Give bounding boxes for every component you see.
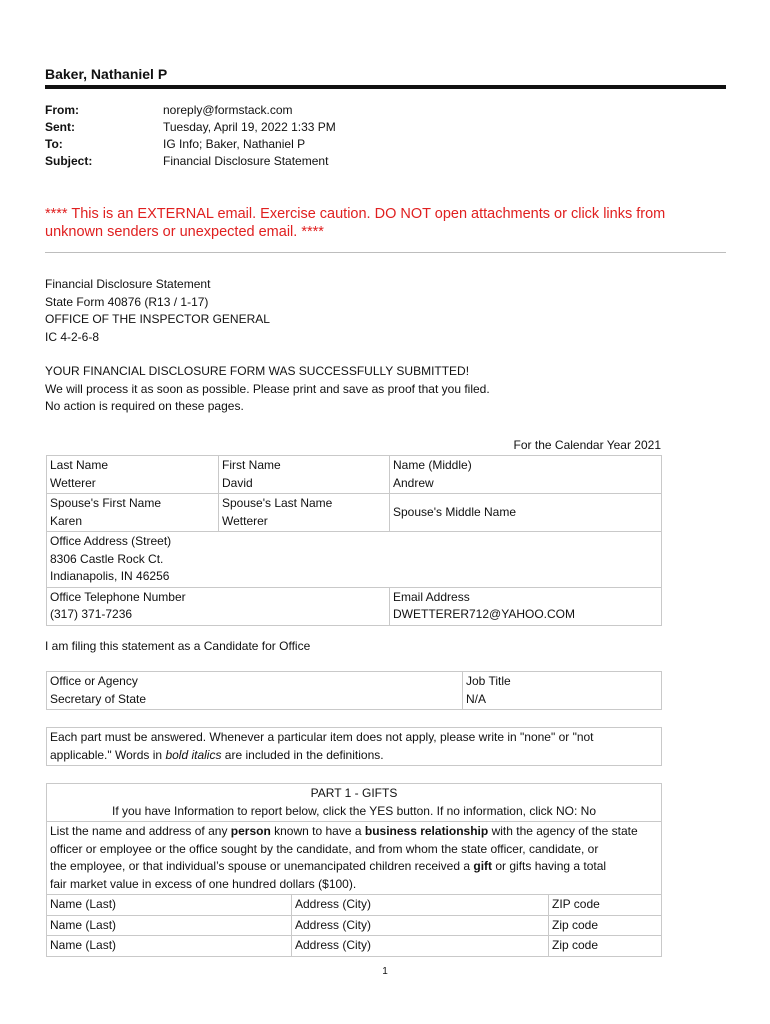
gift-address: Address (City): [292, 895, 549, 916]
warning-line-1: **** This is an EXTERNAL email. Exercise caution. DO NOT open attachments or click links from: [45, 206, 666, 222]
phone-label: Office Telephone Number: [50, 589, 186, 604]
filing-statement: I am filing this statement as a Candidate for Office: [45, 639, 311, 653]
gifts-heading: PART 1 - GIFTS: [310, 786, 398, 800]
last-name-label: Last Name: [50, 458, 109, 472]
intro-line-2: State Form 40876 (R13 / 1-17): [45, 294, 209, 309]
to-label: To:: [45, 137, 63, 151]
from-label: From:: [45, 103, 79, 117]
page-number: 1: [382, 966, 388, 977]
term-gift: gift: [473, 859, 493, 873]
first-name-cell: [219, 456, 390, 494]
confirmation-line-3: No action is required on these pages.: [45, 399, 244, 413]
table-row: [47, 915, 662, 936]
gifts-description-cell: List the name and address of any person known to have a business relationship with the agency of the state officer or employee or the office sought by the candidate, and from whom the state officer, candidate, or the employee, or that individual’s spouse or unemancipated children received a gift or gifts having a total fair market value in excess of one hundred dollars ($100).: [47, 822, 662, 895]
email-header-labels: [45, 102, 92, 170]
spouse-first-cell: [47, 494, 219, 532]
subject-value: Financial Disclosure Statement: [163, 154, 329, 168]
intro-line-4: IC 4-2-6-8: [45, 329, 100, 344]
instructions-line-2: applicable." Words in bold italics are included in the definitions.: [50, 747, 384, 762]
bold-italics-term: bold italics: [165, 747, 222, 762]
email-sender-title: Baker, Nathaniel P: [45, 66, 168, 82]
term-business-relationship: business relationship: [364, 824, 489, 838]
intro-line-1: Financial Disclosure Statement: [45, 277, 211, 291]
sent-label: Sent:: [45, 120, 75, 134]
gifts-heading-cell: [47, 784, 662, 822]
form-intro: [45, 276, 270, 346]
last-name-cell: [47, 456, 219, 494]
office-address-line-2: Indianapolis, IN 46256: [50, 569, 170, 583]
office-address-cell: [47, 532, 662, 588]
header-rule: [45, 85, 726, 89]
gift-address: Address (City): [292, 915, 549, 936]
gifts-subheading: If you have Information to report below, click the YES button. If no information, click NO: No: [111, 803, 596, 818]
agency-cell: [47, 672, 463, 710]
email-value[interactable]: DWETTERER712@YAHOO.COM: [393, 607, 575, 621]
intro-line-3: OFFICE OF THE INSPECTOR GENERAL: [45, 312, 270, 326]
middle-name-cell: [390, 456, 662, 494]
gift-zip: ZIP code: [549, 895, 662, 916]
email-label: Email Address: [393, 589, 470, 604]
spouse-first-label: Spouse's First Name: [50, 496, 161, 510]
calendar-year: For the Calendar Year 2021: [513, 438, 661, 452]
gift-address: Address (City): [292, 936, 549, 957]
external-warning: [45, 205, 725, 241]
from-value[interactable]: noreply@formstack.com: [163, 103, 293, 117]
submission-confirmation: [45, 363, 490, 416]
gift-zip: Zip code: [549, 915, 662, 936]
email-header-values: [163, 102, 336, 170]
first-name-value: David: [222, 475, 253, 490]
spouse-middle-cell: [390, 494, 662, 532]
spouse-last-value: Wetterer: [222, 513, 268, 528]
agency-label: Office or Agency: [50, 674, 138, 688]
phone-cell: [47, 587, 390, 625]
confirmation-line-1: YOUR FINANCIAL DISCLOSURE FORM WAS SUCCESSFULLY SUBMITTED!: [45, 364, 470, 378]
filer-info-table: [46, 455, 662, 626]
spouse-last-label: Spouse's Last Name: [222, 496, 333, 510]
instructions-table: [46, 727, 662, 766]
agency-table: [46, 671, 662, 710]
phone-value: (317) 371-7236: [50, 607, 133, 621]
instructions-cell: [47, 728, 662, 766]
gifts-table: [46, 783, 662, 957]
confirmation-line-2: We will process it as soon as possible. Please print and save as proof that you filed.: [45, 381, 490, 396]
warning-divider: [45, 252, 726, 253]
gift-name: Name (Last): [47, 895, 292, 916]
instructions-line-1: Each part must be answered. Whenever a particular item does not apply, please write in "none" or "not: [50, 730, 594, 744]
email-cell: [390, 587, 662, 625]
spouse-first-value: Karen: [50, 513, 83, 528]
office-address-line-1: 8306 Castle Rock Ct.: [50, 551, 164, 566]
table-row: [47, 895, 662, 916]
job-title-value: N/A: [466, 691, 487, 706]
gift-name: Name (Last): [47, 936, 292, 957]
middle-name-value: Andrew: [393, 475, 434, 490]
first-name-label: First Name: [222, 458, 281, 472]
subject-label: Subject:: [45, 154, 93, 168]
sent-value: Tuesday, April 19, 2022 1:33 PM: [163, 120, 336, 134]
office-address-label: Office Address (Street): [50, 534, 172, 548]
agency-value: Secretary of State: [50, 691, 147, 706]
term-person: person: [230, 824, 271, 838]
spouse-middle-label: Spouse's Middle Name: [393, 504, 517, 519]
table-row: [47, 936, 662, 957]
gift-zip: Zip code: [549, 936, 662, 957]
job-title-cell: [463, 672, 662, 710]
job-title-label: Job Title: [466, 674, 511, 688]
last-name-value: Wetterer: [50, 475, 96, 490]
to-value[interactable]: IG Info; Baker, Nathaniel P: [163, 137, 306, 151]
gift-name: Name (Last): [47, 915, 292, 936]
middle-name-label: Name (Middle): [393, 458, 472, 472]
warning-line-2: unknown senders or unexpected email. ****: [45, 224, 324, 240]
spouse-last-cell: [219, 494, 390, 532]
